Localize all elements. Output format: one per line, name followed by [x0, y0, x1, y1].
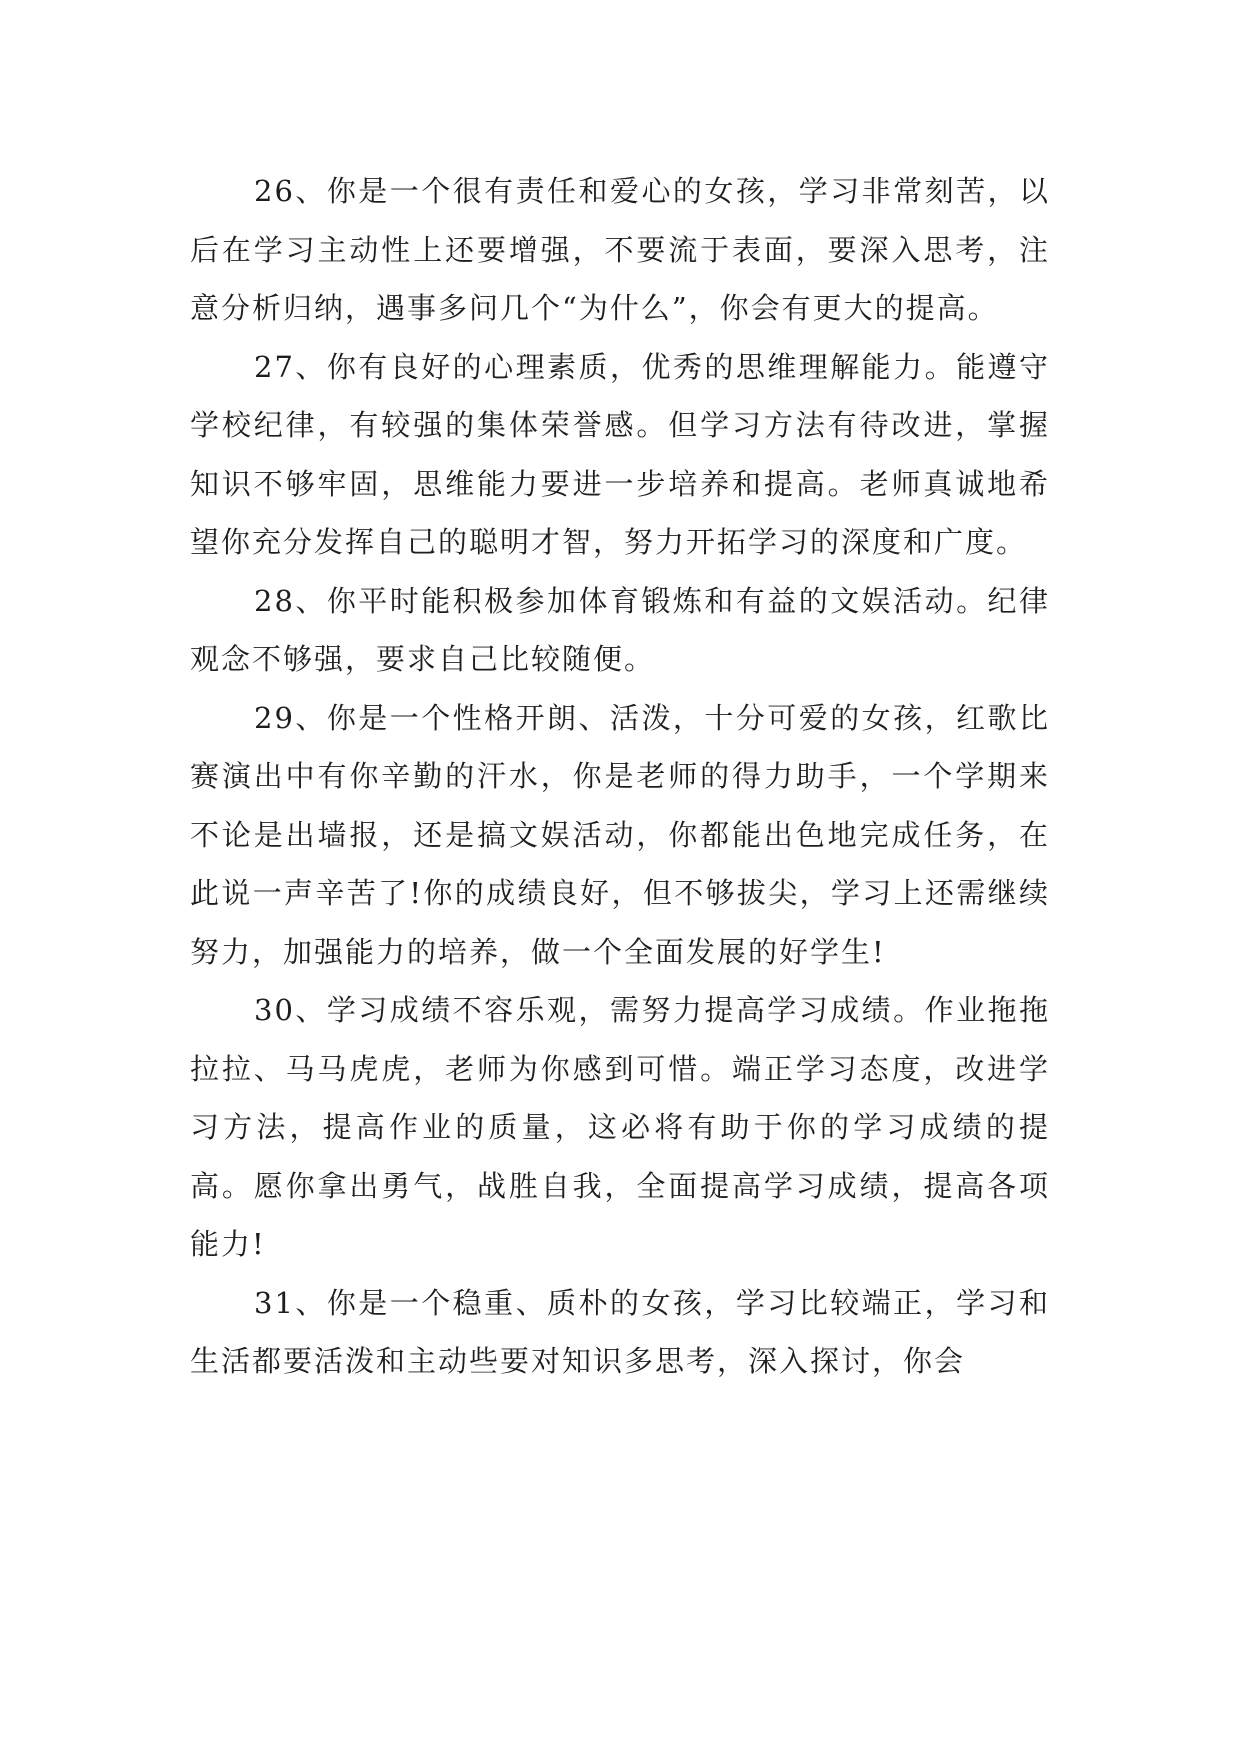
paragraph-26: 26、你是一个很有责任和爱心的女孩，学习非常刻苦，以后在学习主动性上还要增强，不要流于表面，要深入思考，注意分析归纳，遇事多问几个“为什么”，你会有更大的提高。 — [190, 174, 1050, 325]
paragraph-31: 31、你是一个稳重、质朴的女孩，学习比较端正，学习和生活都要活泼和主动些要对知识多思考，深入探讨，你会 — [190, 1285, 1050, 1378]
paragraph-28: 28、你平时能积极参加体育锻炼和有益的文娱活动。纪律观念不够强，要求自己比较随便。 — [190, 583, 1050, 676]
paragraph-29: 29、你是一个性格开朗、活泼，十分可爱的女孩，红歌比赛演出中有你辛勤的汗水，你是老师的得力助手，一个学期来不论是出墙报，还是搞文娱活动，你都能出色地完成任务，在此说一声辛苦了!你的成绩良好，但不够拔尖，学习上还需继续努力，加强能力的培养，做一个全面发展的好学生! — [190, 700, 1050, 969]
document-body — [190, 162, 1050, 1391]
paragraph-30: 30、学习成绩不容乐观，需努力提高学习成绩。作业拖拖拉拉、马马虎虎，老师为你感到可惜。端正学习态度，改进学习方法，提高作业的质量，这必将有助于你的学习成绩的提高。愿你拿出勇气，战胜自我，全面提高学习成绩，提高各项能力! — [190, 993, 1050, 1261]
paragraph-27: 27、你有良好的心理素质，优秀的思维理解能力。能遵守学校纪律，有较强的集体荣誉感。但学习方法有待改进，掌握知识不够牢固，思维能力要进一步培养和提高。老师真诚地希望你充分发挥自己的聪明才智，努力开拓学习的深度和广度。 — [190, 349, 1050, 559]
